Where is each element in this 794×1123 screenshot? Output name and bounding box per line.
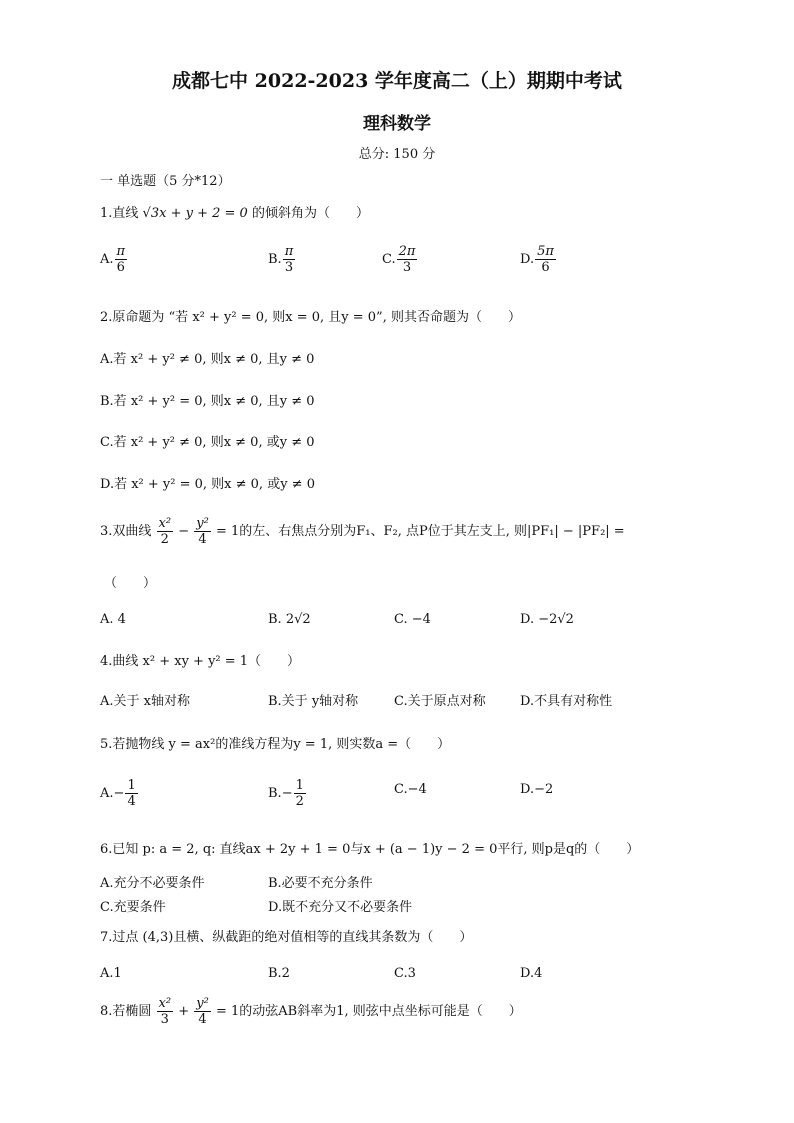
question-3-stem <box>100 516 625 547</box>
question-3-blank: （ ） <box>104 576 157 591</box>
question-1-suffix: 的倾斜角为（ ） <box>251 206 369 221</box>
equals-one: = 1 <box>215 1004 240 1019</box>
option-fraction: $\frac{2\pi}{3}$ <box>398 244 416 275</box>
question-6-option-c: C.充要条件 <box>100 900 166 915</box>
question-3-option-b: B. 2√2 <box>268 612 311 627</box>
option-fraction: $\frac{5\pi}{6}$ <box>537 244 554 275</box>
option-fraction: $\frac{\pi}{3}$ <box>284 244 294 275</box>
option-fraction: $\frac{1}{2}$ <box>295 778 304 809</box>
question-6-option-b: B.必要不充分条件 <box>268 876 373 891</box>
question-8-suffix: 的动弦AB斜率为1, 则弦中点坐标可能是（ ） <box>239 1004 522 1019</box>
question-5-option-b: B.− $\frac{1}{2}$ <box>268 778 304 809</box>
question-7-stem: 7.过点 (4,3)且横、纵截距的绝对值相等的直线其条数为（ ） <box>100 930 473 945</box>
section-heading: 一 单选题（5 分*12） <box>100 174 231 189</box>
question-2-option-a: A.若 x² + y² ≠ 0, 则x ≠ 0, 且y ≠ 0 <box>100 352 315 367</box>
question-1-option-a <box>100 244 128 275</box>
question-2-option-b: B.若 x² + y² = 0, 则x ≠ 0, 且y ≠ 0 <box>100 394 315 409</box>
question-2-stem: 2.原命题为 “若 x² + y² = 0, 则x = 0, 且y = 0”, 则其否命题为（ ） <box>100 310 521 325</box>
question-3-fraction-y: $\frac{\text{y²}}{4}$ <box>196 516 209 547</box>
option-fraction: $\frac{\pi}{6}$ <box>116 244 126 275</box>
question-2-option-c: C.若 x² + y² ≠ 0, 则x ≠ 0, 或y ≠ 0 <box>100 435 315 450</box>
question-4-option-c: C.关于原点对称 <box>394 694 486 709</box>
question-8-stem <box>100 996 522 1027</box>
question-4-option-b: B.关于 y轴对称 <box>268 694 359 709</box>
option-label: D. <box>520 252 535 267</box>
question-4-option-d: D.不具有对称性 <box>520 694 613 709</box>
option-fraction: $\frac{1}{4}$ <box>127 778 136 809</box>
question-5-option-a: A.− $\frac{1}{4}$ <box>100 778 136 809</box>
question-7-option-c: C.3 <box>394 966 416 981</box>
question-4-option-a: A.关于 x轴对称 <box>100 694 190 709</box>
question-5-option-d: D.−2 <box>520 782 554 797</box>
option-label: B. <box>268 252 282 267</box>
question-8-prefix: 8.若椭圆 <box>100 1004 152 1019</box>
exam-title: 成都七中 2022-2023 学年度高二（上）期期中考试 <box>172 70 622 92</box>
exam-subject: 理科数学 <box>363 114 431 134</box>
question-8-fraction-y: $\frac{\text{y²}}{4}$ <box>196 996 209 1027</box>
question-5-option-c: C.−4 <box>394 782 427 797</box>
question-6-stem: 6.已知 p: a = 2, q: 直线ax + 2y + 1 = 0与x + (a − 1)y − 2 = 0平行, 则p是q的（ ） <box>100 842 640 857</box>
question-1-stem <box>100 206 369 222</box>
question-1-option-d <box>520 244 557 275</box>
equals-one: = 1 <box>215 524 240 539</box>
question-7-option-d: D.4 <box>520 966 543 981</box>
option-label: A. <box>100 252 114 267</box>
question-1-option-b <box>268 244 296 275</box>
question-3-prefix: 3.双曲线 <box>100 524 152 539</box>
plus-sign: + <box>178 1004 190 1019</box>
minus-sign: − <box>178 524 190 539</box>
question-2-option-d: D.若 x² + y² = 0, 则x ≠ 0, 或y ≠ 0 <box>100 477 315 492</box>
question-6-option-a: A.充分不必要条件 <box>100 876 205 891</box>
question-1-prefix: 1.直线 <box>100 206 139 221</box>
question-3-option-c: C. −4 <box>394 612 431 627</box>
question-3-option-d: D. −2√2 <box>520 612 574 627</box>
question-7-option-b: B.2 <box>268 966 290 981</box>
total-score: 总分: 150 分 <box>358 147 436 162</box>
question-3-option-a: A. 4 <box>100 612 126 627</box>
question-8-fraction-x: $\frac{\text{x²}}{3}$ <box>158 996 172 1027</box>
question-1-equation: √3x + y + 2 = 0 <box>142 206 248 221</box>
question-1-option-c <box>382 244 418 275</box>
question-7-option-a: A.1 <box>100 966 122 981</box>
question-5-stem: 5.若抛物线 y = ax²的准线方程为y = 1, 则实数a =（ ） <box>100 737 451 752</box>
question-6-option-d: D.既不充分又不必要条件 <box>268 900 413 915</box>
option-label: C. <box>382 252 396 267</box>
question-4-stem: 4.曲线 x² + xy + y² = 1（ ） <box>100 654 301 669</box>
question-3-suffix: 的左、右焦点分别为F₁、F₂, 点P位于其左支上, 则|PF₁| − |PF₂| = <box>239 524 625 539</box>
question-3-fraction-x: $\frac{\text{x²}}{2}$ <box>158 516 172 547</box>
